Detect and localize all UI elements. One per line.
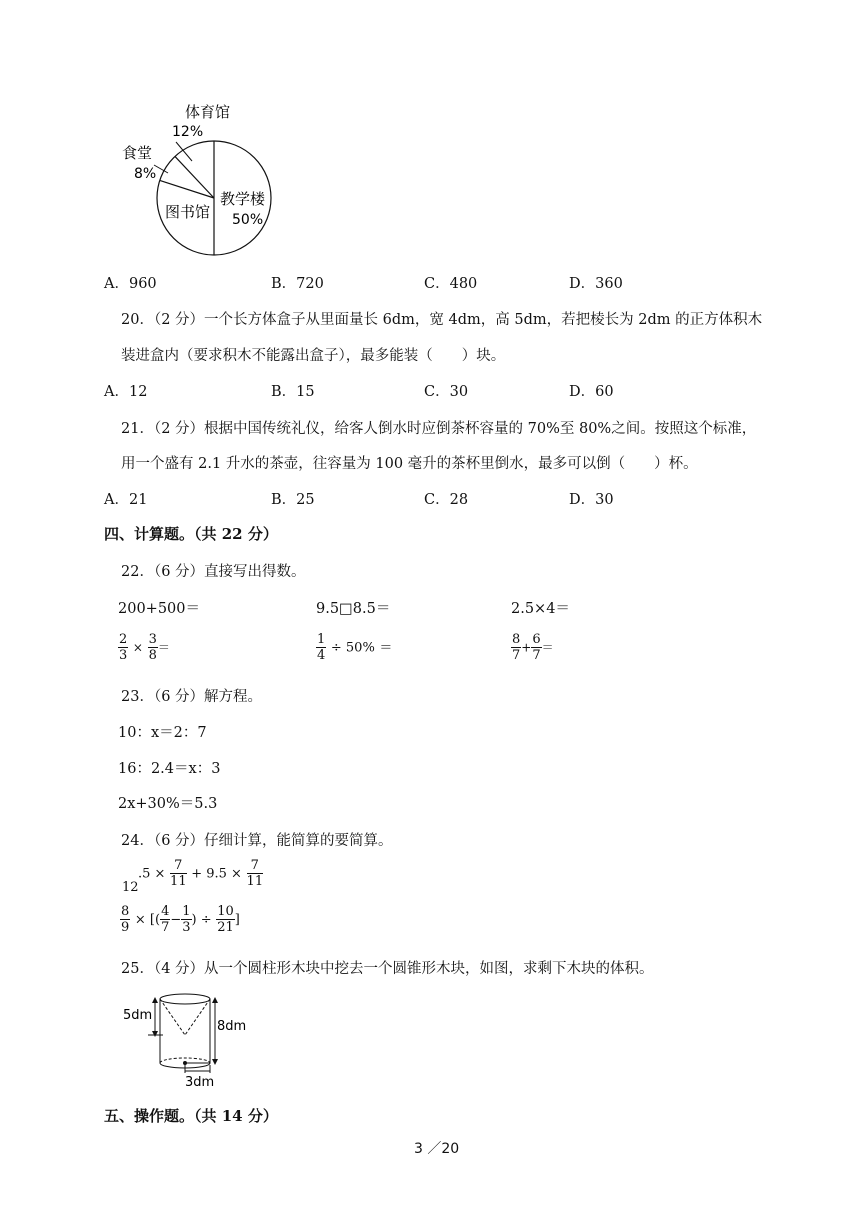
q23-eq-3: 2x+30%＝5.3 — [118, 796, 218, 812]
pie-label-gym: 体育馆 — [185, 103, 231, 121]
pie-label-teaching: 教学楼 — [220, 190, 266, 208]
q19-option-d: D．360 — [569, 276, 623, 292]
pie-pct-canteen: 8% — [134, 166, 157, 182]
q21-option-a: A．21 — [104, 492, 148, 508]
label-cone-height: 5dm — [123, 1008, 153, 1023]
pie-pct-teaching: 50% — [232, 212, 264, 228]
q20-option-d: D．60 — [569, 384, 614, 400]
q20-line1: 20．（2 分）一个长方体盒子从里面量长 6dm，宽 4dm，高 5dm，若把棱长为 2dm 的正方体积木 — [121, 312, 763, 328]
label-radius: 3dm — [185, 1075, 215, 1090]
cylinder-cone-figure — [118, 985, 258, 1093]
pie-chart — [110, 95, 310, 270]
pie-label-library: 图书馆 — [165, 203, 211, 221]
q22-expr-1: 200+500＝ — [118, 601, 201, 617]
pie-pct-gym: 12% — [172, 124, 204, 140]
q25-title: 25．（4 分）从一个圆柱形木块中挖去一个圆锥形木块，如图，求剩下木块的体积。 — [121, 961, 654, 977]
q22-expr-6: $\frac{8}{7}$ + $\frac{6}{7}$ ＝ — [512, 632, 554, 663]
q21-line1: 21．（2 分）根据中国传统礼仪，给客人倒水时应倒茶杯容量的 70%至 80%之间。按照这个标准， — [121, 421, 757, 437]
label-cylinder-height: 8dm — [217, 1019, 247, 1034]
q21-option-d: D．30 — [569, 492, 614, 508]
q24-title: 24．（6 分）仔细计算，能简算的要简算。 — [121, 833, 393, 849]
q20-option-b: B．15 — [271, 384, 315, 400]
q19-option-c: C．480 — [424, 276, 478, 292]
q24-expr-1: .5 × $\frac{7}{11}$ + 9.5 × $\frac{7}{11}$ — [138, 858, 264, 889]
q23-eq-1: 10：x＝2：7 — [118, 725, 207, 741]
q22-title: 22．（6 分）直接写出得数。 — [121, 564, 306, 580]
q23-title: 23．（6 分）解方程。 — [121, 689, 263, 705]
q22-expr-3: 2.5×4＝ — [511, 601, 570, 617]
q22-expr-4: $\frac{2}{3}$ × $\frac{3}{8}$ ＝ — [119, 632, 170, 663]
q23-eq-2: 16：2.4＝x：3 — [118, 761, 221, 777]
q20-line2: 装进盒内（要求积木不能露出盒子），最多能装（ ）块。 — [121, 348, 506, 364]
q19-option-b: B．720 — [271, 276, 324, 292]
q20-option-a: A．12 — [104, 384, 148, 400]
q22-expr-2: 9.5□8.5＝ — [316, 601, 391, 617]
q24-expr-2: $\frac{8}{9}$ × [( $\frac{4}{7}$ − $\frac{1}{3}$ ) ÷ $\frac{10}{21}$ ] — [121, 904, 240, 935]
pie-leader-gym — [176, 142, 192, 161]
q22-expr-5: $\frac{1}{4}$ ÷ 50% ＝ — [317, 632, 393, 663]
q20-option-c: C．30 — [424, 384, 469, 400]
q19-option-a: A．960 — [104, 276, 157, 292]
q24-expr-1-lead: 12 — [122, 880, 139, 895]
q21-option-b: B．25 — [271, 492, 315, 508]
section-5-heading: 五、操作题。（共 14 分） — [104, 1107, 278, 1125]
pie-label-canteen: 食堂 — [122, 144, 153, 162]
q21-line2: 用一个盛有 2.1 升水的茶壶，往容量为 100 毫升的茶杯里倒水，最多可以倒（ ）杯。 — [121, 456, 698, 472]
q21-option-c: C．28 — [424, 492, 469, 508]
page-number: 3 ／20 — [414, 1141, 460, 1157]
section-4-heading: 四、计算题。（共 22 分） — [104, 525, 278, 543]
